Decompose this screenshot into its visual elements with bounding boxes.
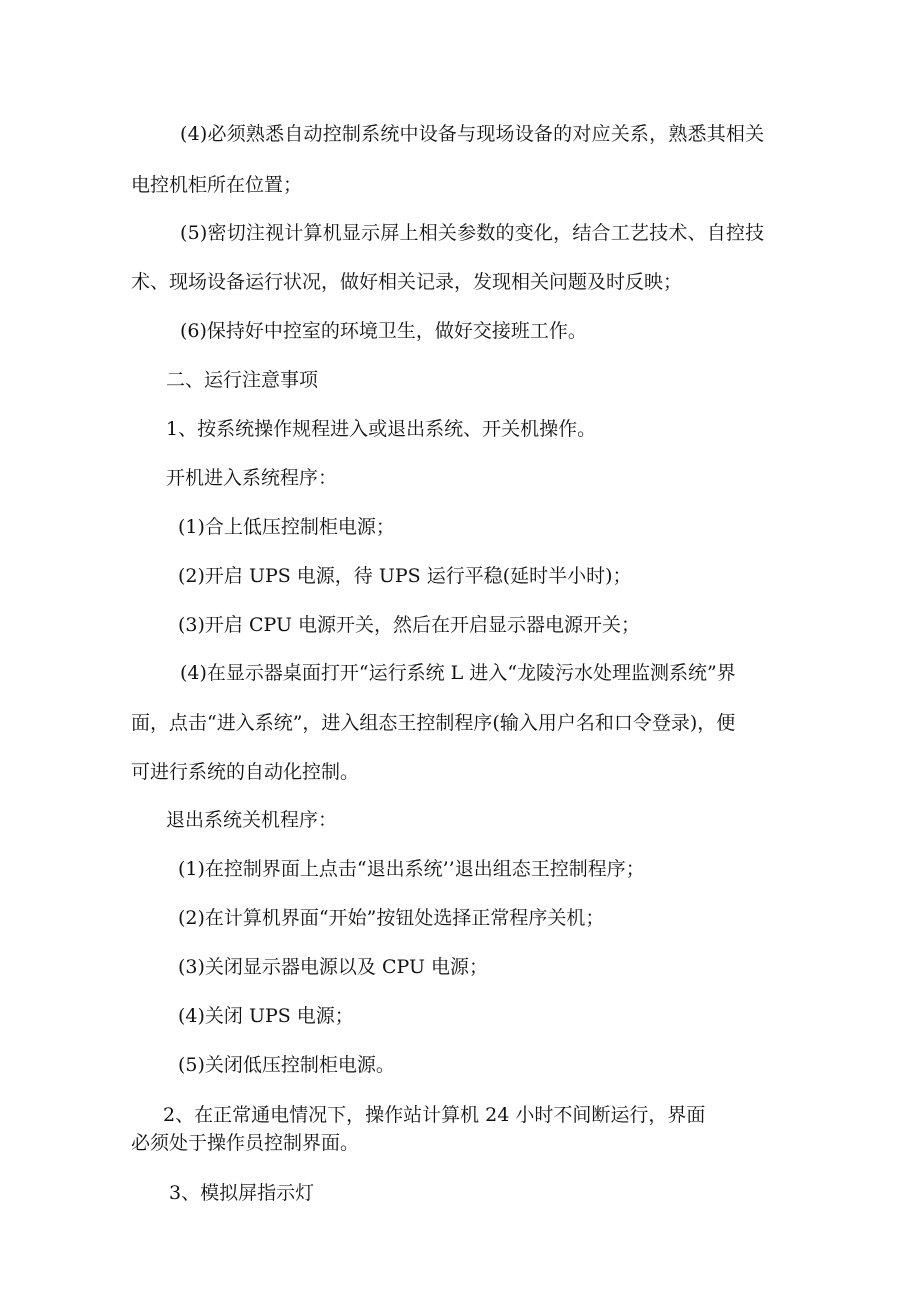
paragraph-line: 退出系统关机程序： (166, 809, 338, 831)
list-item: (1)合上低压控制柜电源； (178, 516, 395, 538)
list-item: (2)开启 UPS 电源，待 UPS 运行平稳(延时半小时)； (178, 565, 632, 587)
list-item: (1)在控制界面上点击“退出系统’’退出组态王控制程序； (178, 858, 645, 880)
paragraph-line: 电控机柜所在位置； (131, 174, 303, 196)
list-item: (4)在显示器桌面打开“运行系统 L 进入“龙陵污水处理监测系统”界 (180, 662, 736, 684)
section-heading: 3、模拟屏指示灯 (169, 1182, 315, 1204)
list-item: (2)在计算机界面“开始”按钮处选择正常程序关机； (178, 907, 605, 929)
list-item: (3)关闭显示器电源以及 CPU 电源； (178, 956, 488, 978)
paragraph-line: 术、现场设备运行状况，做好相关记录，发现相关问题及时反映； (131, 271, 683, 293)
paragraph-line: 1、按系统操作规程进入或退出系统、开关机操作。 (166, 418, 597, 440)
paragraph-line: (4)必须熟悉自动控制系统中设备与现场设备的对应关系，熟悉其相关 (180, 123, 765, 145)
paragraph-line: (5)密切注视计算机显示屏上相关参数的变化，结合工艺技术、自控技 (180, 222, 765, 244)
paragraph-line: 2、在正常通电情况下，操作站计算机 24 小时不间断运行，界面 (163, 1104, 706, 1126)
section-heading: 二、运行注意事项 (166, 369, 319, 391)
paragraph-line: 可进行系统的自动化控制。 (131, 761, 360, 783)
paragraph-line: 开机进入系统程序： (166, 467, 338, 489)
list-item: (5)关闭低压控制柜电源。 (178, 1054, 395, 1076)
list-item: (4)关闭 UPS 电源； (178, 1005, 354, 1027)
paragraph-line: 面，点击“进入系统”，进入组态王控制程序(输入用户名和口令登录)，便 (131, 712, 736, 734)
paragraph-line: (6)保持好中控室的环境卫生，做好交接班工作。 (180, 320, 587, 342)
paragraph-line: 必须处于操作员控制界面。 (131, 1132, 360, 1154)
list-item: (3)开启 CPU 电源开关，然后在开启显示器电源开关； (178, 614, 640, 636)
